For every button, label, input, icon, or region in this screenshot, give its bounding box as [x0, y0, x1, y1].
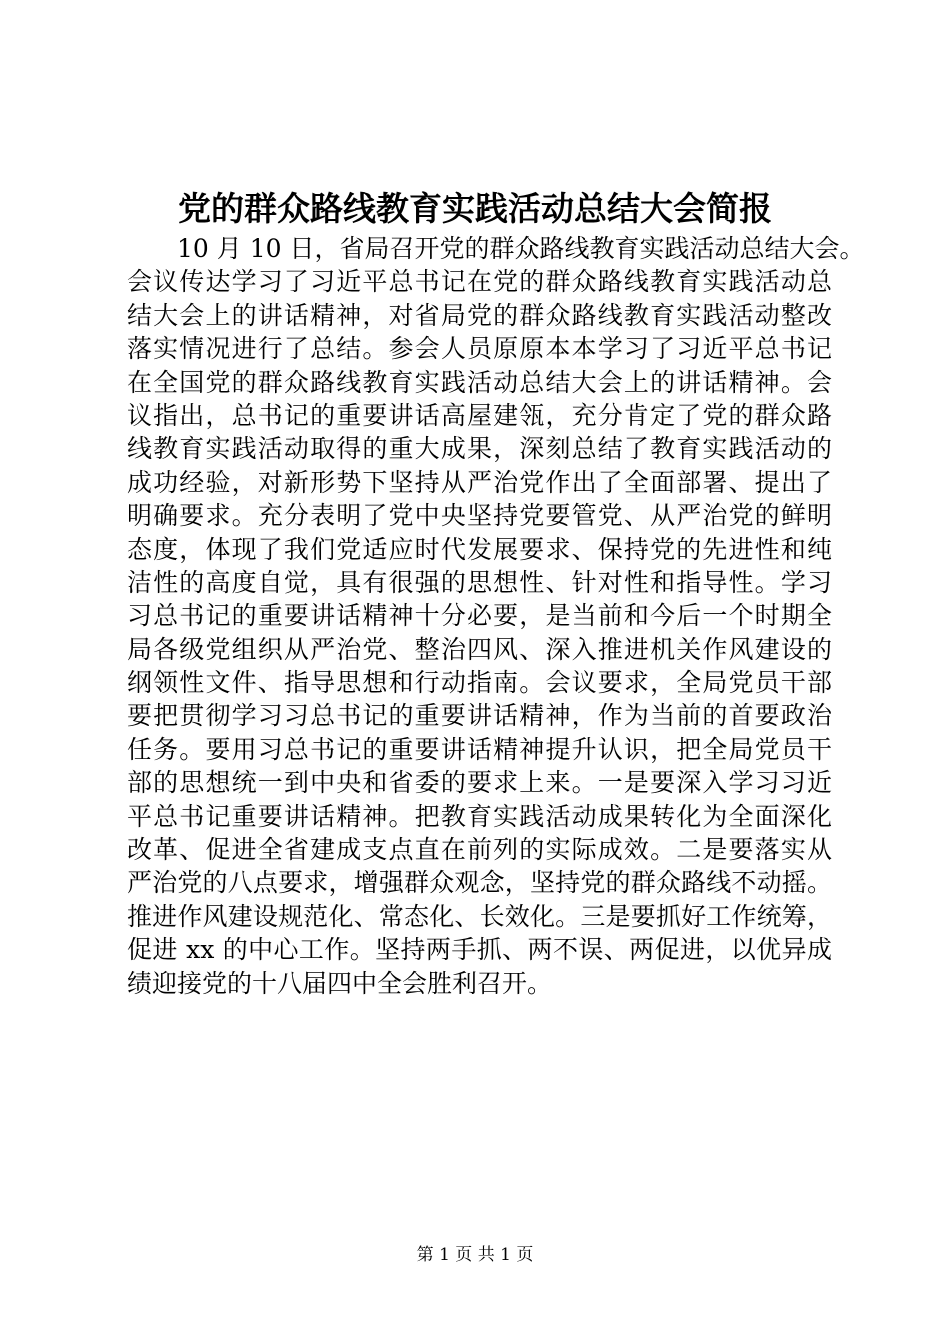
- body-line: 要把贯彻学习习总书记的重要讲话精神，作为当前的首要政治: [127, 701, 832, 731]
- page-footer: 第 1 页 共 1 页: [416, 1245, 534, 1265]
- body-line: 10 月 10 日，省局召开党的群众路线教育实践活动总结大会。: [177, 234, 865, 263]
- body-line: 推进作风建设规范化、常态化、长效化。三是要抓好工作统筹，: [127, 901, 832, 931]
- body-line: 纲领性文件、指导思想和行动指南。会议要求，全局党员干部: [127, 668, 832, 698]
- body-line: 部的思想统一到中央和省委的要求上来。一是要深入学习习近: [127, 768, 832, 798]
- body-line: 平总书记重要讲话精神。把教育实践活动成果转化为全面深化: [127, 801, 832, 831]
- body-line: 线教育实践活动取得的重大成果，深刻总结了教育实践活动的: [127, 434, 832, 464]
- body-line: 严治党的八点要求，增强群众观念，坚持党的群众路线不动摇。: [127, 868, 832, 898]
- body-line: 洁性的高度自觉，具有很强的思想性、针对性和指导性。学习: [127, 567, 832, 597]
- body-line: 态度，体现了我们党适应时代发展要求、保持党的先进性和纯: [127, 534, 832, 564]
- document-body: [127, 232, 865, 1000]
- body-line: 明确要求。充分表明了党中央坚持党要管党、从严治党的鲜明: [127, 501, 832, 531]
- body-line: 议指出，总书记的重要讲话高屋建瓴，充分肯定了党的群众路: [127, 400, 832, 430]
- body-line: 在全国党的群众路线教育实践活动总结大会上的讲话精神。会: [127, 367, 832, 397]
- document-title: 党的群众路线教育实践活动总结大会简报: [178, 189, 772, 228]
- body-line: 绩迎接党的十八届四中全会胜利召开。: [127, 968, 553, 998]
- body-line: 会议传达学习了习近平总书记在党的群众路线教育实践活动总: [127, 267, 832, 297]
- body-line: 任务。要用习总书记的重要讲话精神提升认识，把全局党员干: [127, 734, 832, 764]
- body-line: 习总书记的重要讲话精神十分必要，是当前和今后一个时期全: [127, 601, 832, 631]
- body-line: 结大会上的讲话精神，对省局党的群众路线教育实践活动整改: [127, 300, 832, 330]
- body-line: 成功经验，对新形势下坚持从严治党作出了全面部署、提出了: [127, 467, 832, 497]
- body-line: 改革、促进全省建成支点直在前列的实际成效。二是要落实从: [127, 835, 832, 865]
- body-line: 局各级党组织从严治党、整治四风、深入推进机关作风建设的: [127, 634, 832, 664]
- body-line: 落实情况进行了总结。参会人员原原本本学习了习近平总书记: [127, 334, 832, 364]
- body-line: 促进 xx 的中心工作。坚持两手抓、两不误、两促进，以优异成: [127, 935, 832, 965]
